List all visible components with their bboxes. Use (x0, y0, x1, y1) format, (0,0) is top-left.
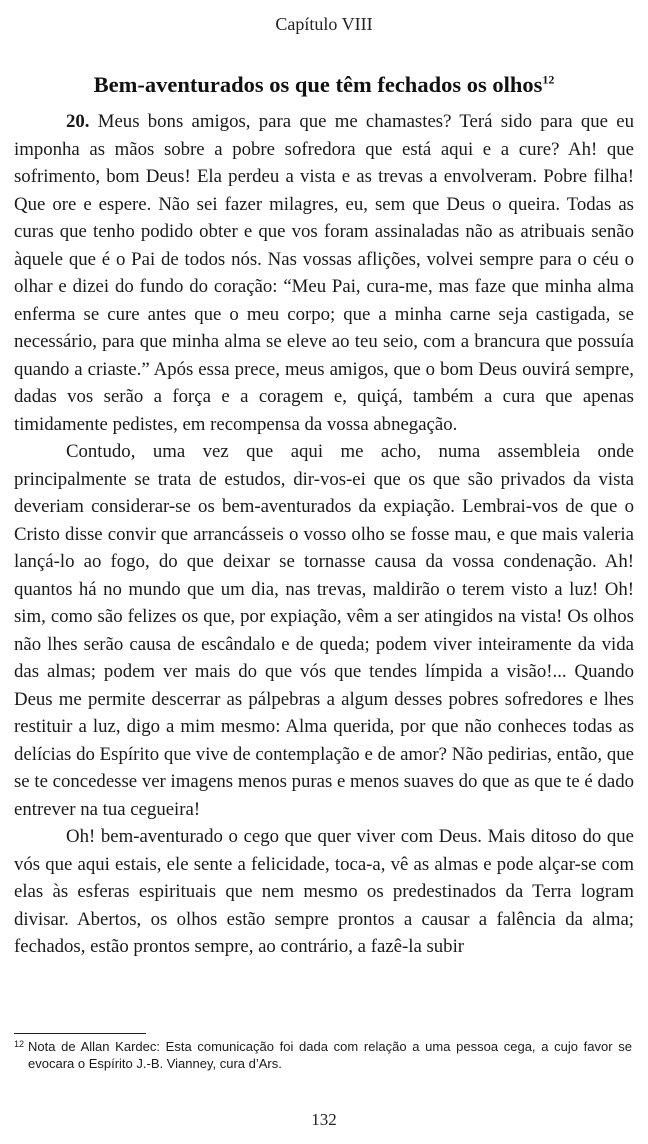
running-head: Capítulo VIII (275, 14, 373, 34)
footnote (14, 1038, 632, 1072)
footnote-mark: 12 (14, 1039, 25, 1049)
footnote-reference: 12 (542, 72, 555, 87)
section-title-text: Bem-aventurados os que têm fechados os olhos (93, 72, 543, 97)
paragraph-1-text: Meus bons amigos, para que me chamastes? Terá sido para que eu imponha as mãos sobre a pobre sofredora que está aqui e a cure? Ah! que sofrimento, bom Deus! Ela perdeu a vista e as trevas a envolveram. Pobre filha! Que ore e espere. Não sei fazer milagres, eu, sem que Deus o queira. Todas as curas que tenho podido obter e que vos foram assinaladas não as atribuais senão àquele que é o Pai de todos nós. Nas vossas aflições, volvei sempre para o céu o olhar e dizei do fundo do coração: “Meu Pai, cura-me, mas faze que minha alma enferma se cure antes que o meu corpo; que a minha carne seja castigada, se necessário, para que minha alma se eleve ao teu seio, com a brancura que possuía quando a criaste.” Após essa prece, meus amigos, que o bom Deus ouvirá sempre, dadas vos serão a força e a coragem e, quiçá, também a cura que apenas timidamente pedistes, em recompensa da vossa abnegação. (14, 111, 634, 435)
paragraph-number: 20. (66, 111, 90, 132)
page-number: 132 (311, 1110, 337, 1129)
paragraph-2: Contudo, uma vez que aqui me acho, numa assembleia onde principalmente se trata de estudos, dir-vos-ei que os que são privados da vista deveriam considerar-se os bem-aventurados da expiação. Lembrai-vos de que o Cristo disse convir que arrancásseis o vosso olho se fosse mau, e que mais valeria lançá-lo ao fogo, do que deixar se tornasse causa da vossa condenação. Ah! quantos há no mundo que um dia, nas trevas, maldirão o terem visto a luz! Oh! sim, como são felizes os que, por expiação, vêm a ser atingidos na vista! Os olhos não lhes serão causa de escândalo e de queda; podem viver inteiramente da vida das almas; podem ver mais do que vós que tendes límpida a visão!... Quando Deus me permite descerrar as pálpebras a algum desses pobres sofredores e lhes restituir a luz, digo a mim mesmo: Alma querida, por que não conheces todas as delícias do Espírito que vive de contemplação e de amor? Não pedirias, então, que se te concedesse ver imagens menos puras e menos suaves do que as que te é dado entrever na tua cegueira! (14, 441, 634, 820)
section-title (14, 72, 634, 98)
paragraph-3: Oh! bem-aventurado o cego que quer viver com Deus. Mais ditoso do que vós que aqui estais, ele sente a felicidade, toca-a, vê as almas e pode alçar-se com elas às esferas espirituais que nem mesmo os predestinados da Terra logram divisar. Abertos, os olhos estão sempre prontos a causar a falência da alma; fechados, estão prontos sempre, ao contrário, a fazê-la subir (14, 826, 634, 957)
footnote-divider (14, 1033, 146, 1034)
footnote-text: Nota de Allan Kardec: Esta comunicação foi dada com relação a uma pessoa cega, a cujo favor se evocara o Espírito J.-B. Vianney, cura d’Ars. (28, 1039, 632, 1071)
body-text (14, 108, 634, 961)
paragraph-1 (14, 108, 634, 438)
